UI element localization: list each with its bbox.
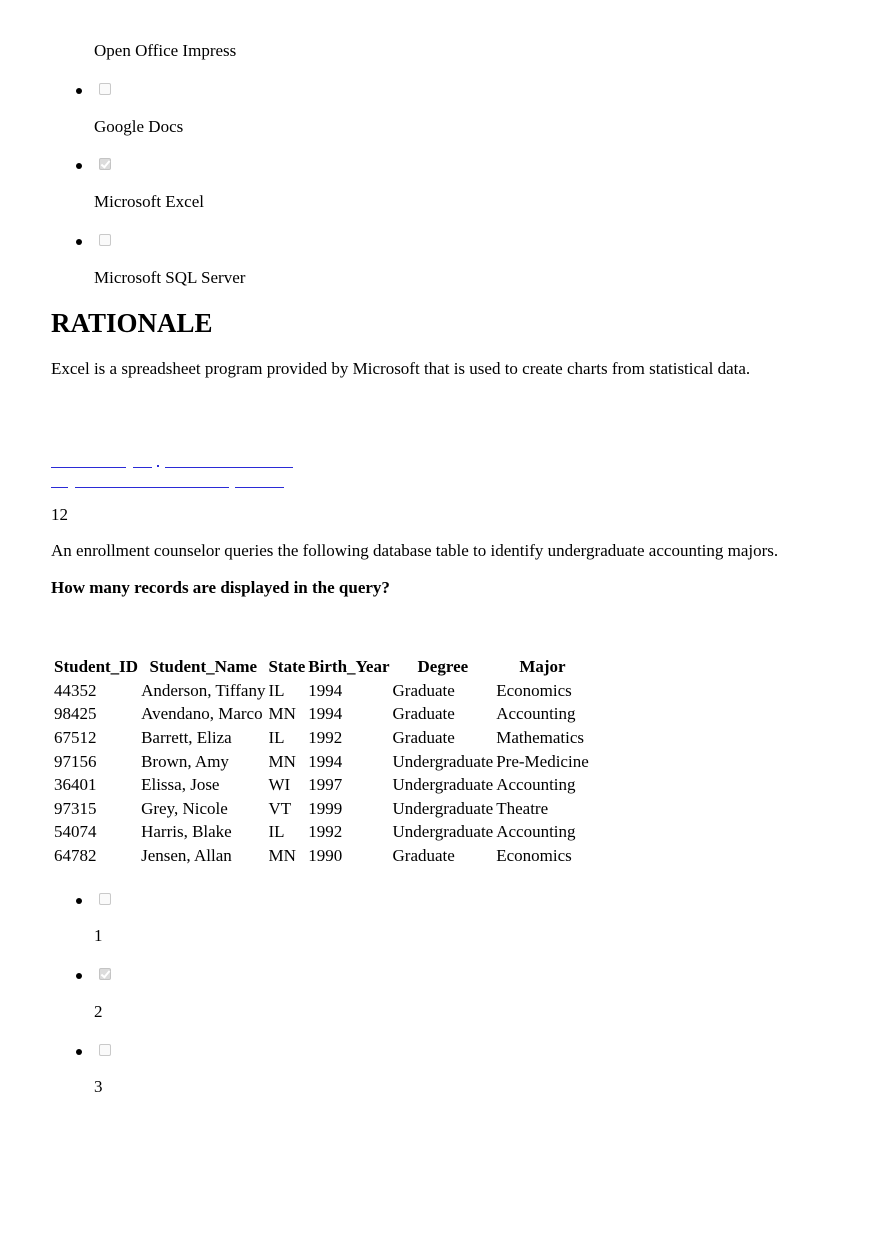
list-bullet: [76, 898, 82, 904]
q12-option-checkbox-1[interactable]: [99, 893, 111, 905]
table-row: [54, 703, 589, 727]
table-cell: Accounting: [496, 704, 576, 724]
table-cell: Anderson, Tiffany: [141, 680, 266, 700]
list-bullet: [76, 88, 82, 94]
table-cell: Accounting: [496, 775, 576, 795]
table-cell: 36401: [54, 775, 97, 795]
table-cell: IL: [268, 727, 285, 747]
list-bullet: [76, 1049, 82, 1055]
table-cell: 97156: [54, 751, 97, 771]
table-cell: Undergraduate: [392, 751, 494, 771]
table-row: [54, 821, 589, 845]
table-cell: IL: [268, 680, 285, 700]
q12-option-label-3: 3: [94, 1077, 103, 1096]
q11-option-checkbox-3[interactable]: [99, 158, 111, 170]
table-cell: MN: [268, 704, 296, 724]
table-cell: Accounting: [496, 822, 576, 842]
table-cell: 1994: [308, 704, 343, 724]
table-cell: Economics: [496, 680, 572, 700]
table-cell: MN: [268, 845, 296, 865]
table-cell: Graduate: [392, 727, 455, 747]
table-cell: 98425: [54, 704, 97, 724]
column-header: Degree: [417, 657, 469, 676]
column-header: Student_ID: [54, 657, 139, 676]
table-cell: IL: [268, 822, 285, 842]
table-row: [54, 726, 589, 750]
table-header-row: [54, 655, 589, 679]
table-cell: Undergraduate: [392, 775, 494, 795]
column-header: State: [268, 657, 306, 676]
q11-option-label-3: Microsoft Excel: [94, 192, 204, 211]
q12-option-label-1: 1: [94, 926, 103, 945]
q11-option-label-4: Microsoft SQL Server: [94, 268, 246, 287]
table-cell: Graduate: [392, 704, 455, 724]
table-cell: WI: [268, 775, 291, 795]
q11-option-label-1: Open Office Impress: [94, 41, 237, 60]
table-cell: 1992: [308, 822, 343, 842]
table-cell: Avendano, Marco: [141, 704, 263, 724]
column-header: Birth_Year: [308, 657, 390, 676]
q12-option-label-2: 2: [94, 1002, 103, 1021]
column-header: Student_Name: [149, 657, 258, 676]
table-row: [54, 750, 589, 774]
table-cell: Barrett, Eliza: [141, 727, 232, 747]
table-row: [54, 679, 589, 703]
student-records-table: [51, 655, 592, 868]
table-cell: 44352: [54, 680, 97, 700]
list-bullet: [76, 163, 82, 169]
rationale-text: Excel is a spreadsheet program provided by Microsoft that is used to create charts from statistical data.: [51, 359, 751, 378]
q11-option-label-2: Google Docs: [94, 117, 184, 136]
table-cell: 1997: [308, 775, 343, 795]
table-cell: VT: [268, 798, 292, 818]
table-cell: 1992: [308, 727, 343, 747]
q11-option-checkbox-2[interactable]: [99, 83, 111, 95]
table-cell: Mathematics: [496, 727, 585, 747]
column-header: Major: [519, 657, 566, 676]
question-number: 12: [51, 505, 68, 524]
q11-option-checkbox-4[interactable]: [99, 234, 111, 246]
table-cell: Graduate: [392, 845, 455, 865]
q12-option-checkbox-2[interactable]: [99, 968, 111, 980]
table-cell: 1994: [308, 680, 343, 700]
table-cell: Undergraduate: [392, 798, 494, 818]
table-row: [54, 797, 589, 821]
rationale-heading: RATIONALE: [51, 308, 213, 338]
table-cell: Undergraduate: [392, 822, 494, 842]
table-cell: Pre-Medicine: [496, 751, 589, 771]
table-cell: 1990: [308, 845, 343, 865]
table-cell: Jensen, Allan: [141, 845, 232, 865]
table-cell: Graduate: [392, 680, 455, 700]
table-row: [54, 844, 589, 868]
table-cell: 67512: [54, 727, 97, 747]
question-text: How many records are displayed in the query?: [51, 578, 390, 597]
list-bullet: [76, 239, 82, 245]
table-cell: Economics: [496, 845, 572, 865]
table-cell: Grey, Nicole: [141, 798, 228, 818]
table-cell: 64782: [54, 845, 97, 865]
table-cell: MN: [268, 751, 296, 771]
question-prompt: An enrollment counselor queries the following database table to identify undergraduate accounting majors.: [51, 541, 779, 560]
q12-option-checkbox-3[interactable]: [99, 1044, 111, 1056]
list-bullet: [76, 973, 82, 979]
table-cell: 1994: [308, 751, 343, 771]
table-cell: Elissa, Jose: [141, 775, 220, 795]
table-cell: 97315: [54, 798, 97, 818]
table-cell: Theatre: [496, 798, 549, 818]
table-cell: 1999: [308, 798, 343, 818]
table-cell: Harris, Blake: [141, 822, 232, 842]
table-cell: Brown, Amy: [141, 751, 229, 771]
table-cell: 54074: [54, 822, 97, 842]
table-row: [54, 773, 589, 797]
